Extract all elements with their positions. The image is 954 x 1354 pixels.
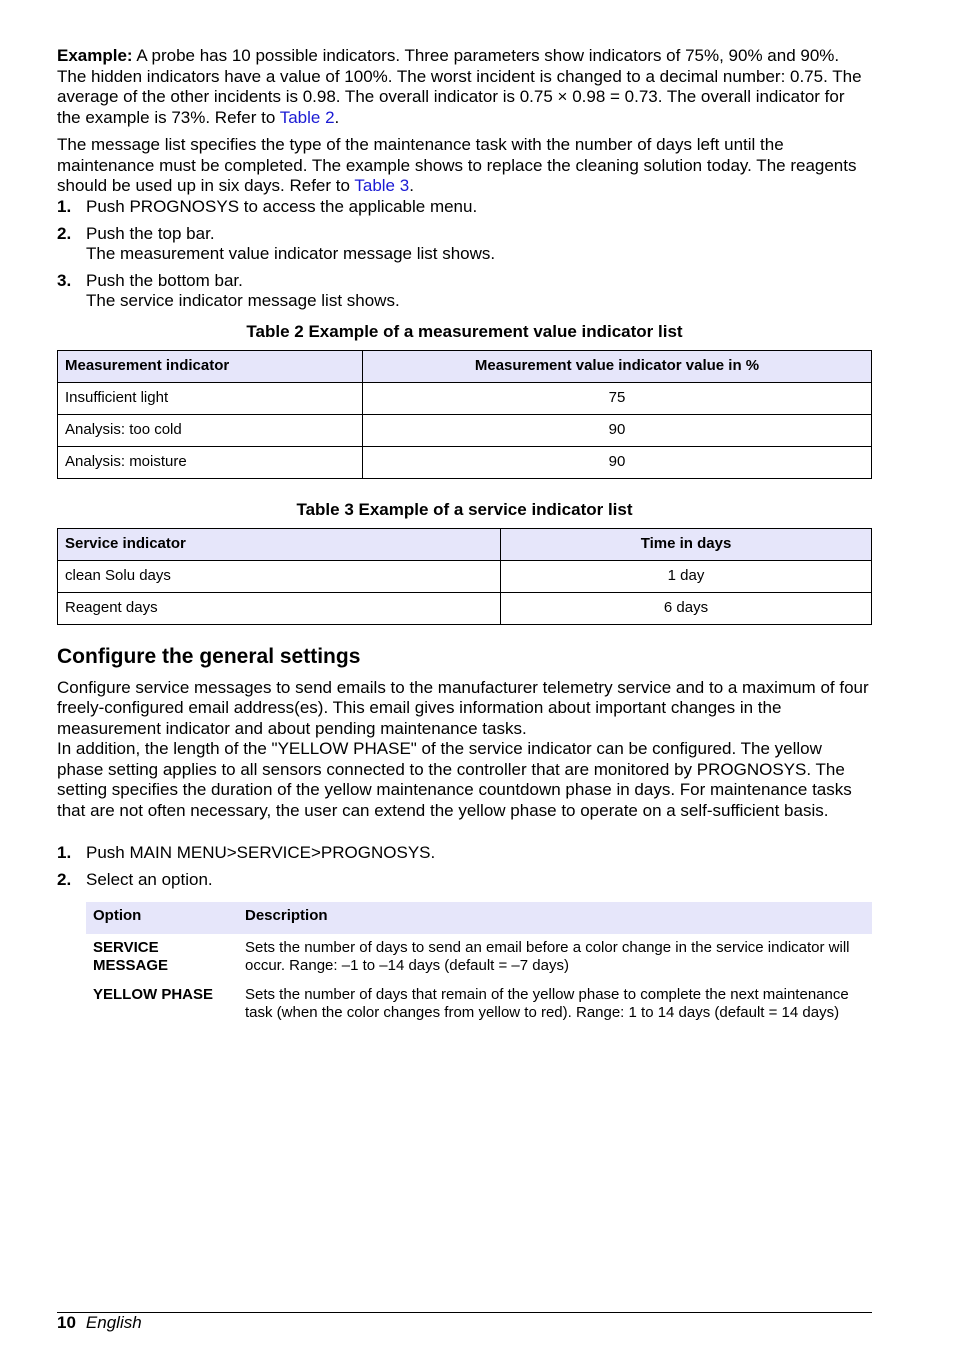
table-row (58, 592, 872, 624)
table-row (58, 382, 872, 414)
procedure-steps-settings (57, 843, 872, 890)
table-cell: Reagent days (58, 592, 501, 624)
example-label: Example: (57, 46, 133, 65)
table-cell: Analysis: too cold (58, 414, 363, 446)
step-number: 2. (57, 870, 72, 889)
step-result: The service indicator message list shows. (86, 290, 400, 310)
example-text: A probe has 10 possible indicators. Three parameters show indicators of 75%, 90% and 90%. The hidden indicators have a value of 100%. The worst incident is changed to a decimal number: 0.75. The average of the other incidents is 0.98. The overall indicator is 0.75 × 0.98 = 0.73. The overall indicator for the example is 73%. Refer to (57, 46, 862, 127)
table-cell: 90 (363, 414, 872, 446)
column-header: Measurement value indicator value in % (363, 350, 872, 382)
procedure-steps-prognosys (57, 197, 872, 311)
message-text: The message list specifies the type of the maintenance task with the number of days left until the maintenance must be completed. The example shows to replace the cleaning solution today. The reagents should be used up in six days. Refer to (57, 135, 857, 195)
table-cell: 75 (363, 382, 872, 414)
table-cell: 1 day (501, 560, 872, 592)
list-item (57, 224, 872, 264)
section-paragraph: In addition, the length of the "YELLOW PHASE" of the service indicator can be configured. The yellow phase setting applies to all sensors connected to the controller that are monitored by PROGNOSYS. The setting specifies the duration of the yellow maintenance countdown phase in days. For maintenance tasks that are not often necessary, the user can extend the yellow phase to operate on a self-sufficient basis. (57, 739, 852, 820)
page-footer (57, 1312, 872, 1333)
message-list-paragraph: The message list specifies the type of the maintenance task with the number of days left until the maintenance must be completed. The example shows to replace the cleaning solution today. The reagents should be used up in six days. Refer to Table 3. (57, 135, 857, 195)
table-row (58, 414, 872, 446)
table-cell: Insufficient light (58, 382, 363, 414)
example-paragraph: Example: A probe has 10 possible indicators. Three parameters show indicators of 75%, 90% and 90%. The hidden indicators have a value of 100%. The worst incident is changed to a decimal number: 0.75. The average of the other incidents is 0.98. The overall indicator is 0.75 × 0.98 = 0.73. The overall indicator for the example is 73%. Refer to Table 2. (57, 46, 862, 127)
column-header: Option (86, 902, 238, 934)
step-number: 1. (57, 843, 72, 862)
step-text: Push the bottom bar. (86, 270, 243, 290)
table-3-link[interactable]: Table 3 (354, 176, 410, 195)
option-description: Sets the number of days that remain of the yellow phase to complete the next maintenance task (when the color changes from yellow to red). Range: 1 to 14 days (default = 14 days) (245, 986, 849, 1021)
table-cell: 6 days (501, 592, 872, 624)
step-text: Select an option. (86, 870, 213, 889)
table-cell: 90 (363, 446, 872, 478)
table-header-row (58, 528, 872, 560)
footer-language: English (85, 1313, 142, 1332)
measurement-indicator-table (57, 350, 872, 479)
option-description: Sets the number of days to send an email before a color change in the service indicator will occur. Range: –1 to –14 days (default = –7 days) (245, 939, 850, 974)
step-text: Push MAIN MENU>SERVICE>PROGNOSYS. (86, 843, 436, 862)
list-item (57, 197, 872, 217)
table-row (86, 934, 872, 981)
step-number: 3. (57, 270, 72, 290)
table-row (58, 560, 872, 592)
list-item (57, 271, 872, 311)
column-header: Time in days (501, 528, 872, 560)
table-cell: Analysis: moisture (58, 446, 363, 478)
step-number: 2. (57, 223, 72, 243)
section-paragraph: Configure service messages to send emails to the manufacturer telemetry service and to a maximum of four freely-configured email address(es). This email gives information about important changes in the measurement indicator and about pending maintenance tasks. (57, 677, 869, 738)
table-row (58, 446, 872, 478)
step-result: The measurement value indicator message list shows. (86, 243, 496, 263)
column-header: Service indicator (58, 528, 501, 560)
option-name: SERVICE MESSAGE (93, 939, 169, 974)
step-text: Push the top bar. (86, 223, 215, 243)
document-page (57, 46, 872, 1028)
option-name: YELLOW PHASE (93, 986, 214, 1003)
step-text: Push PROGNOSYS to access the applicable menu. (86, 196, 478, 216)
page-number: 10 (57, 1313, 76, 1332)
table-2-caption: Table 2 Example of a measurement value indicator list (246, 321, 683, 341)
list-item (57, 870, 872, 890)
table-row (86, 981, 872, 1028)
table-header-row (86, 902, 872, 934)
table-cell: clean Solu days (58, 560, 501, 592)
options-table (86, 902, 872, 1028)
step-number: 1. (57, 196, 72, 216)
table-header-row (58, 350, 872, 382)
list-item (57, 843, 872, 863)
table-3-caption: Table 3 Example of a service indicator list (296, 499, 633, 519)
service-indicator-table (57, 528, 872, 625)
table-2-link[interactable]: Table 2 (279, 107, 335, 127)
column-header: Measurement indicator (58, 350, 363, 382)
section-title: Configure the general settings (57, 644, 361, 668)
column-header: Description (238, 902, 872, 934)
